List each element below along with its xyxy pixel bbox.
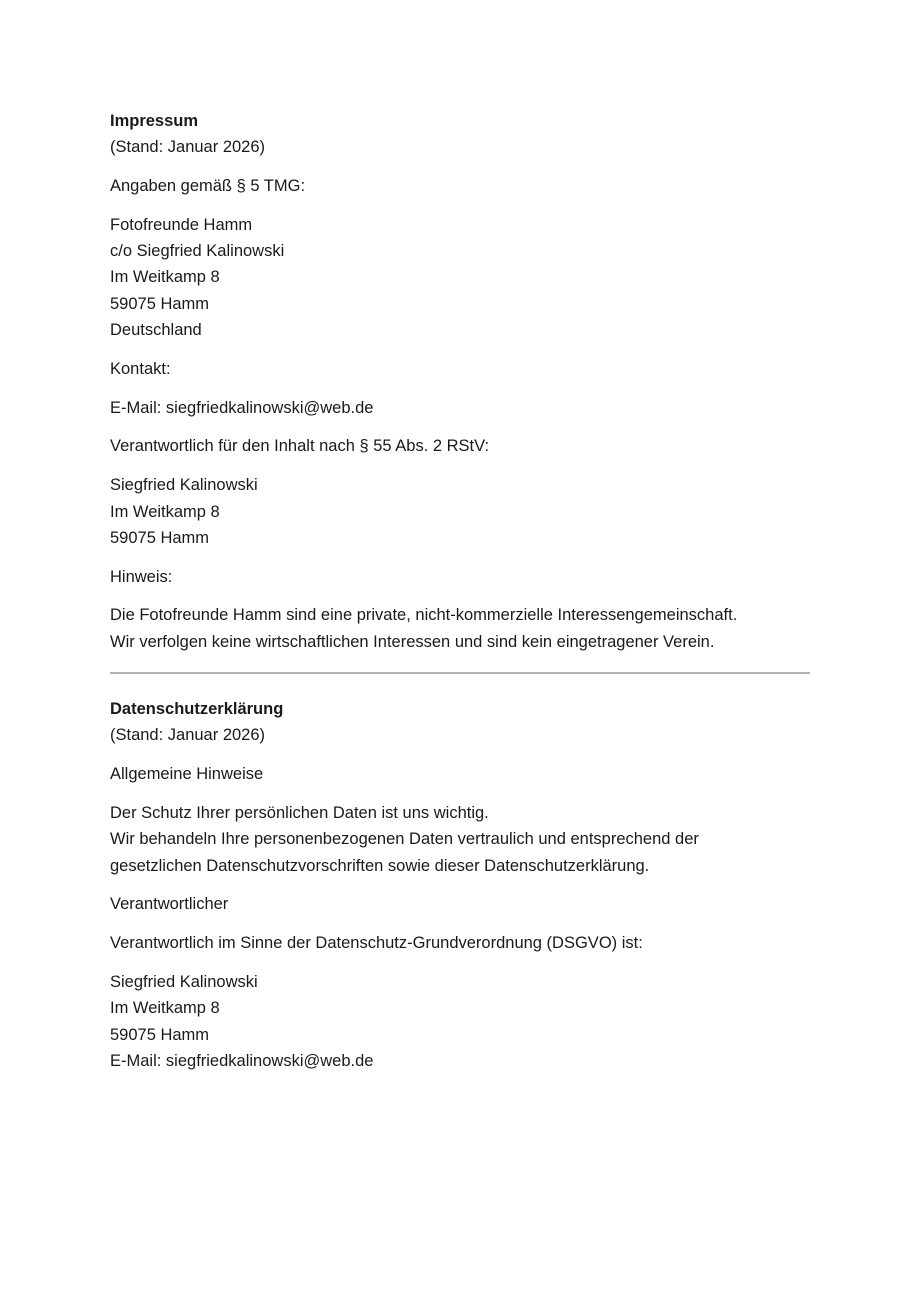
angaben-label-text: Angaben gemäß § 5 TMG: [110,177,306,196]
address-line: Fotofreunde Hamm [110,215,253,234]
hinweis-text [110,602,810,655]
impressum-title: Impressum [110,112,199,130]
kontakt-label [110,356,810,382]
datenschutz-title-block [110,696,810,749]
hinweis-label [110,564,810,590]
address-line: Im Weitkamp 8 [110,502,220,521]
hinweis-line: Wir verfolgen keine wirtschaftlichen Interessen und sind kein eingetragener Verein. [110,632,715,651]
allgemein-text [110,800,810,879]
datenschutz-title: Datenschutzerklärung [110,700,284,719]
kontakt-label-text: Kontakt: [110,359,171,378]
email-line: E-Mail: siegfriedkalinowski@web.de [110,398,374,417]
contact-line: Siegfried Kalinowski [110,972,258,991]
allgemein-line: gesetzlichen Datenschutzvorschriften sowie dieser Datenschutzerklärung. [110,856,650,875]
hinweis-line: Die Fotofreunde Hamm sind eine private, nicht-kommerzielle Interessengemeinschaft. [110,606,738,625]
address-line: c/o Siegfried Kalinowski [110,242,285,261]
verantwortlicher-label [110,891,810,917]
contact-line: Im Weitkamp 8 [110,999,220,1018]
hinweis-label-text: Hinweis: [110,567,173,586]
allgemein-line: Der Schutz Ihrer persönlichen Daten ist uns wichtig. [110,803,489,822]
address-line: 59075 Hamm [110,294,210,313]
angaben-label [110,173,810,199]
address-line: Deutschland [110,321,202,340]
impressum-title-block [110,108,810,161]
allgemein-label-text: Allgemeine Hinweise [110,765,264,784]
document-content [110,108,810,1087]
verantwortlich-label [110,433,810,459]
verantwortlicher-label-text: Verantwortlicher [110,895,229,914]
allgemein-line: Wir behandeln Ihre personenbezogenen Daten vertraulich und entsprechend der [110,830,699,849]
address-line: 59075 Hamm [110,528,210,547]
address-line: Siegfried Kalinowski [110,476,258,495]
dsgvo-line [110,930,810,956]
verantwortlich-label-text: Verantwortlich für den Inhalt nach § 55 Abs. 2 RStV: [110,437,490,456]
contact-line: E-Mail: siegfriedkalinowski@web.de [110,1051,374,1070]
section-divider [110,672,810,674]
datenschutz-stand: (Stand: Januar 2026) [110,726,266,745]
verantwortlich-address [110,472,810,551]
datenschutz-contact [110,969,810,1074]
impressum-stand: (Stand: Januar 2026) [110,138,266,157]
impressum-address [110,212,810,343]
impressum-email [110,395,810,421]
contact-line: 59075 Hamm [110,1025,210,1044]
datenschutz-section [110,696,810,1074]
impressum-section [110,108,810,655]
allgemein-label [110,761,810,787]
address-line: Im Weitkamp 8 [110,268,220,287]
dsgvo-text: Verantwortlich im Sinne der Datenschutz-Grundverordnung (DSGVO) ist: [110,934,643,953]
